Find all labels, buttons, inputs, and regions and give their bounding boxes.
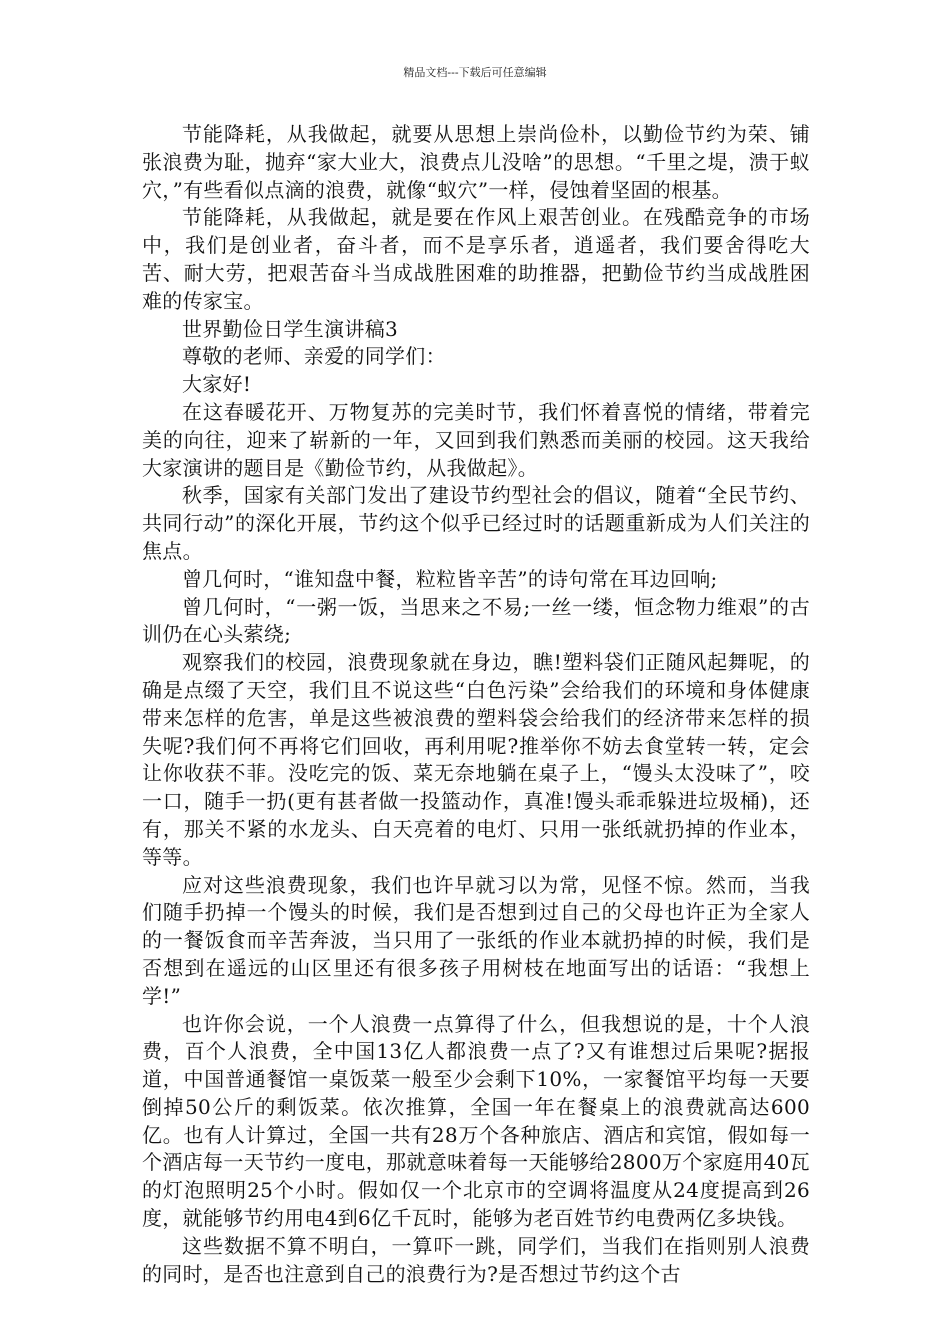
paragraph-1: 节能降耗，从我做起，就要从思想上崇尚俭朴，以勤俭节约为荣、铺张浪费为耻，抛弃“家大业大，浪费点儿没啥”的思想。“千里之堤，溃于蚁穴，”有些看似点滴的浪费，就像“蚁穴”一样，侵蚀着坚固的根基。 — [142, 122, 810, 202]
page-header: 精品文档---下载后可任意编辑 — [403, 66, 547, 79]
paragraph-8: 曾几何时，“谁知盘中餐，粒粒皆辛苦”的诗句常在耳边回响; — [182, 566, 718, 591]
paragraph-13: 这些数据不算不明白，一算吓一跳，同学们，当我们在指则别人浪费的同时，是否也注意到自己的浪费行为?是否想过节约这个古 — [142, 1233, 810, 1286]
paragraph-6: 在这春暖花开、万物复苏的完美时节，我们怀着喜悦的情绪，带着完美的向往，迎来了崭新的一年，又回到我们熟悉而美丽的校园。这天我给大家演讲的题目是《勤俭节约，从我做起》。 — [142, 399, 810, 480]
document-body — [142, 121, 810, 1288]
salutation: 尊敬的老师、亲爱的同学们： — [182, 344, 446, 369]
speech-title: 世界勤俭日学生演讲稿3 — [182, 316, 399, 341]
paragraph-9: 曾几何时，“一粥一饭，当思来之不易;一丝一缕，恒念物力维艰”的古训仍在心头萦绕; — [142, 594, 810, 647]
greeting: 大家好! — [182, 372, 252, 397]
paragraph-7: 秋季，国家有关部门发出了建设节约型社会的倡议，随着“全民节约、共同行动”的深化开展，节约这个似乎已经过时的话题重新成为人们关注的焦点。 — [142, 483, 810, 563]
paragraph-12: 也许你会说，一个人浪费一点算得了什么，但我想说的是，十个人浪费，百个人浪费，全中国13亿人都浪费一点了?又有谁想过后果呢?据报道，中国普通餐馆一桌饭菜一般至少会剩下10%，一家餐馆平均每一天要倒掉50公斤的剩饭菜。依次推算，全国一年在餐桌上的浪费就高达600亿。也有人计算过，全国一共有28万个各种旅店、酒店和宾馆，假如每一个酒店每一天节约一度电，那就意味着每一天能够给2800万个家庭用40瓦的灯泡照明25个小时。假如仅一个北京市的空调将温度从24度提高到26度，就能够节约用电4到6亿千瓦时，能够为老百姓节约电费两亿多块钱。 — [142, 1011, 810, 1231]
paragraph-10: 观察我们的校园，浪费现象就在身边，瞧!塑料袋们正随风起舞呢，的确是点缀了天空，我们且不说这些“白色污染”会给我们的环境和身体健康带来怎样的危害，单是这些被浪费的塑料袋会给我们的经济带来怎样的损失呢?我们何不再将它们回收，再利用呢?推举你不妨去食堂转一转，定会让你收获不菲。没吃完的饭、菜无奈地躺在桌子上，“馒头太没味了”，咬一口，随手一扔(更有甚者做一投篮动作，真准!馒头乖乖躲进垃圾桶)，还有，那关不紧的水龙头、白天亮着的电灯、只用一张纸就扔掉的作业本，等等。 — [142, 650, 810, 869]
paragraph-2: 节能降耗，从我做起，就是要在作风上艰苦创业。在残酷竞争的市场中，我们是创业者，奋斗者，而不是享乐者，逍遥者，我们要舍得吃大苦、耐大劳，把艰苦奋斗当成战胜困难的助推器，把勤俭节约当成战胜困难的传家宝。 — [142, 205, 810, 313]
paragraph-11: 应对这些浪费现象，我们也许早就习以为常，见怪不惊。然而，当我们随手扔掉一个馒头的时候，我们是否想到过自己的父母也许正为全家人的一餐饭食而辛苦奔波，当只用了一张纸的作业本就扔掉的时候，我们是否想到在遥远的山区里还有很多孩子用树枝在地面写出的话语：“我想上学!” — [142, 872, 810, 1008]
